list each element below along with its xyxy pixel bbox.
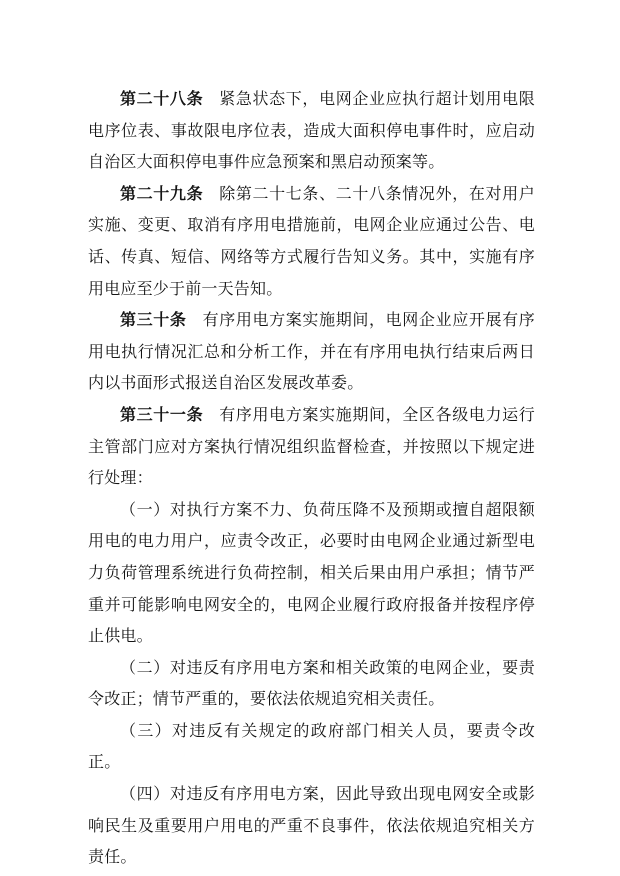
paragraph-text: （四）对违反有序用电方案，因此导致出现电网安全或影响民生及重要用户用电的严重不良事件，依法依规追究相关方责任。 (88, 786, 535, 867)
article-number: 第二十九条 (120, 185, 204, 203)
document-paragraph (88, 653, 535, 716)
paragraph-text: （一）对执行方案不力、负荷压降不及预期或擅自超限额用电的电力用户，应责令改正，必要时由电网企业通过新型电力负荷管理系统进行负荷控制，相关后果由用户承担；情节严重并可能影响电网安全的，电网企业履行政府报备并按程序停止供电。 (88, 501, 535, 646)
document-paragraph (88, 400, 535, 495)
document-paragraph (88, 779, 535, 874)
document-paragraph (88, 716, 535, 779)
paragraph-text: 有序用电方案实施期间，电网企业应开展有序用电执行情况汇总和分析工作，并在有序用电执行结束后两日内以书面形式报送自治区发展改革委。 (88, 312, 535, 393)
paragraph-text: （二）对违反有序用电方案和相关政策的电网企业，要责令改正；情节严重的，要依法依规追究相关责任。 (88, 659, 535, 709)
document-paragraph (88, 179, 535, 305)
document-paragraph (88, 495, 535, 653)
document-paragraph (88, 305, 535, 400)
paragraph-text: 除第二十七条、二十八条情况外，在对用户实施、变更、取消有序用电措施前，电网企业应通过公告、电话、传真、短信、网络等方式履行告知义务。其中，实施有序用电应至少于前一天告知。 (88, 185, 535, 298)
article-number: 第三十一条 (120, 406, 204, 424)
paragraph-text: 有序用电方案实施期间，全区各级电力运行主管部门应对方案执行情况组织监督检查，并按照以下规定进行处理： (88, 406, 535, 488)
paragraph-text: （三）对违反有关规定的政府部门相关人员，要责令改正。 (88, 722, 535, 772)
paragraph-text: 紧急状态下，电网企业应执行超计划用电限电序位表、事故限电序位表，造成大面积停电事件时，应启动自治区大面积停电事件应急预案和黑启动预案等。 (88, 91, 535, 172)
article-number: 第二十八条 (120, 91, 204, 108)
article-number: 第三十条 (120, 312, 187, 330)
document-paragraph (88, 84, 535, 179)
document-content (88, 84, 535, 874)
